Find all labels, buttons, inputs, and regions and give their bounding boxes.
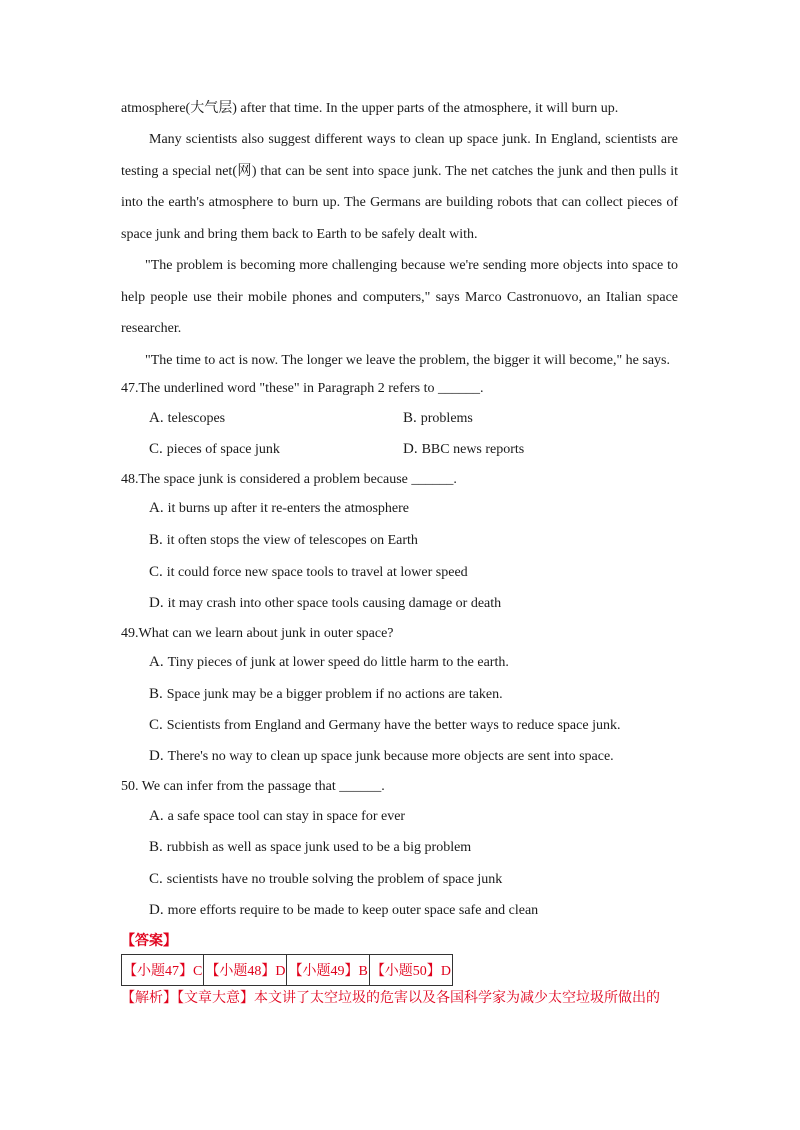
- answer-cell: [287, 955, 369, 986]
- option-text: scientists have no trouble solving the problem of space junk: [166, 872, 503, 887]
- answer-question-label: 【小题47】: [123, 964, 193, 979]
- passage-line: testing a special net(网) that can be sent into space junk. The net catches the junk and then pulls it: [121, 164, 678, 179]
- option-text: more efforts require to be made to keep outer space safe and clean: [167, 903, 539, 918]
- answer-row: [122, 955, 453, 986]
- option-text: telescopes: [167, 411, 226, 426]
- option-text: Space junk may be a bigger problem if no actions are taken.: [166, 687, 503, 702]
- option-text: There's no way to clean up space junk because more objects are sent into space.: [167, 749, 614, 764]
- option-d: [149, 594, 501, 613]
- answer-heading: 【答案】: [121, 934, 177, 949]
- option-letter: A.: [149, 808, 164, 824]
- option-a: [149, 409, 225, 428]
- passage-line: into the earth's atmosphere to burn up. The Germans are building robots that can collect pieces of: [121, 195, 678, 210]
- question-stem: 48.The space junk is considered a problem because ______.: [121, 472, 457, 487]
- option-letter: C.: [149, 717, 163, 733]
- option-letter: C.: [149, 441, 163, 457]
- option-text: it could force new space tools to travel at lower speed: [166, 565, 468, 580]
- passage-line: Many scientists also suggest different ways to clean up space junk. In England, scientists are: [149, 132, 678, 147]
- option-letter: C.: [149, 871, 163, 887]
- answer-value: D: [275, 964, 286, 979]
- option-a: [149, 499, 409, 518]
- answer-cell: [122, 955, 204, 986]
- option-c: [149, 716, 620, 735]
- answer-question-label: 【小题48】: [205, 964, 276, 979]
- option-text: it may crash into other space tools causing damage or death: [167, 596, 502, 611]
- option-text: rubbish as well as space junk used to be a big problem: [166, 840, 472, 855]
- option-b: [149, 531, 418, 550]
- option-a: [149, 807, 405, 826]
- answer-value: C: [193, 964, 203, 979]
- option-d: [149, 901, 538, 920]
- option-b: [149, 685, 503, 704]
- option-letter: A.: [149, 410, 164, 426]
- passage-line: space junk and bring them back to Earth to be safely dealt with.: [121, 227, 478, 242]
- option-text: BBC news reports: [421, 442, 525, 457]
- option-text: a safe space tool can stay in space for ever: [167, 809, 406, 824]
- option-letter: B.: [149, 839, 163, 855]
- analysis-text: 【解析】【文章大意】本文讲了太空垃圾的危害以及各国科学家为减少太空垃圾所做出的: [121, 991, 660, 1006]
- option-d: [149, 747, 614, 766]
- question-stem: 47.The underlined word "these" in Paragraph 2 refers to ______.: [121, 381, 484, 396]
- answer-value: D: [440, 964, 451, 979]
- answer-table: [121, 954, 453, 986]
- answer-question-label: 【小题49】: [288, 964, 359, 979]
- passage-line: atmosphere(大气层) after that time. In the upper parts of the atmosphere, it will burn up.: [121, 101, 619, 116]
- option-letter: D.: [149, 902, 164, 918]
- option-letter: B.: [149, 532, 163, 548]
- option-text: problems: [420, 411, 473, 426]
- answer-value: B: [358, 964, 368, 979]
- answer-cell: [369, 955, 452, 986]
- option-c: [149, 870, 502, 889]
- passage-line: "The time to act is now. The longer we leave the problem, the bigger it will become," he says.: [145, 353, 670, 368]
- option-text: Tiny pieces of junk at lower speed do little harm to the earth.: [167, 655, 509, 670]
- option-letter: D.: [403, 441, 418, 457]
- option-b: [403, 409, 473, 428]
- option-text: it often stops the view of telescopes on Earth: [166, 533, 418, 548]
- option-letter: A.: [149, 500, 164, 516]
- option-b: [149, 838, 471, 857]
- option-letter: A.: [149, 654, 164, 670]
- answer-cell: [204, 955, 287, 986]
- option-c: [149, 440, 280, 459]
- option-a: [149, 653, 509, 672]
- passage-line: "The problem is becoming more challenging because we're sending more objects into space to: [145, 258, 678, 273]
- option-text: Scientists from England and Germany have the better ways to reduce space junk.: [166, 718, 621, 733]
- option-text: pieces of space junk: [166, 442, 280, 457]
- passage-line: help people use their mobile phones and computers," says Marco Castronuovo, an Italian space: [121, 290, 678, 305]
- question-stem: 50. We can infer from the passage that ______.: [121, 779, 385, 794]
- question-stem: 49.What can we learn about junk in outer space?: [121, 626, 394, 641]
- answer-question-label: 【小题50】: [370, 964, 441, 979]
- option-letter: B.: [403, 410, 417, 426]
- option-letter: B.: [149, 686, 163, 702]
- option-letter: D.: [149, 595, 164, 611]
- option-text: it burns up after it re-enters the atmosphere: [167, 501, 410, 516]
- option-letter: C.: [149, 564, 163, 580]
- option-letter: D.: [149, 748, 164, 764]
- option-c: [149, 563, 468, 582]
- option-d: [403, 440, 524, 459]
- passage-line: researcher.: [121, 321, 182, 336]
